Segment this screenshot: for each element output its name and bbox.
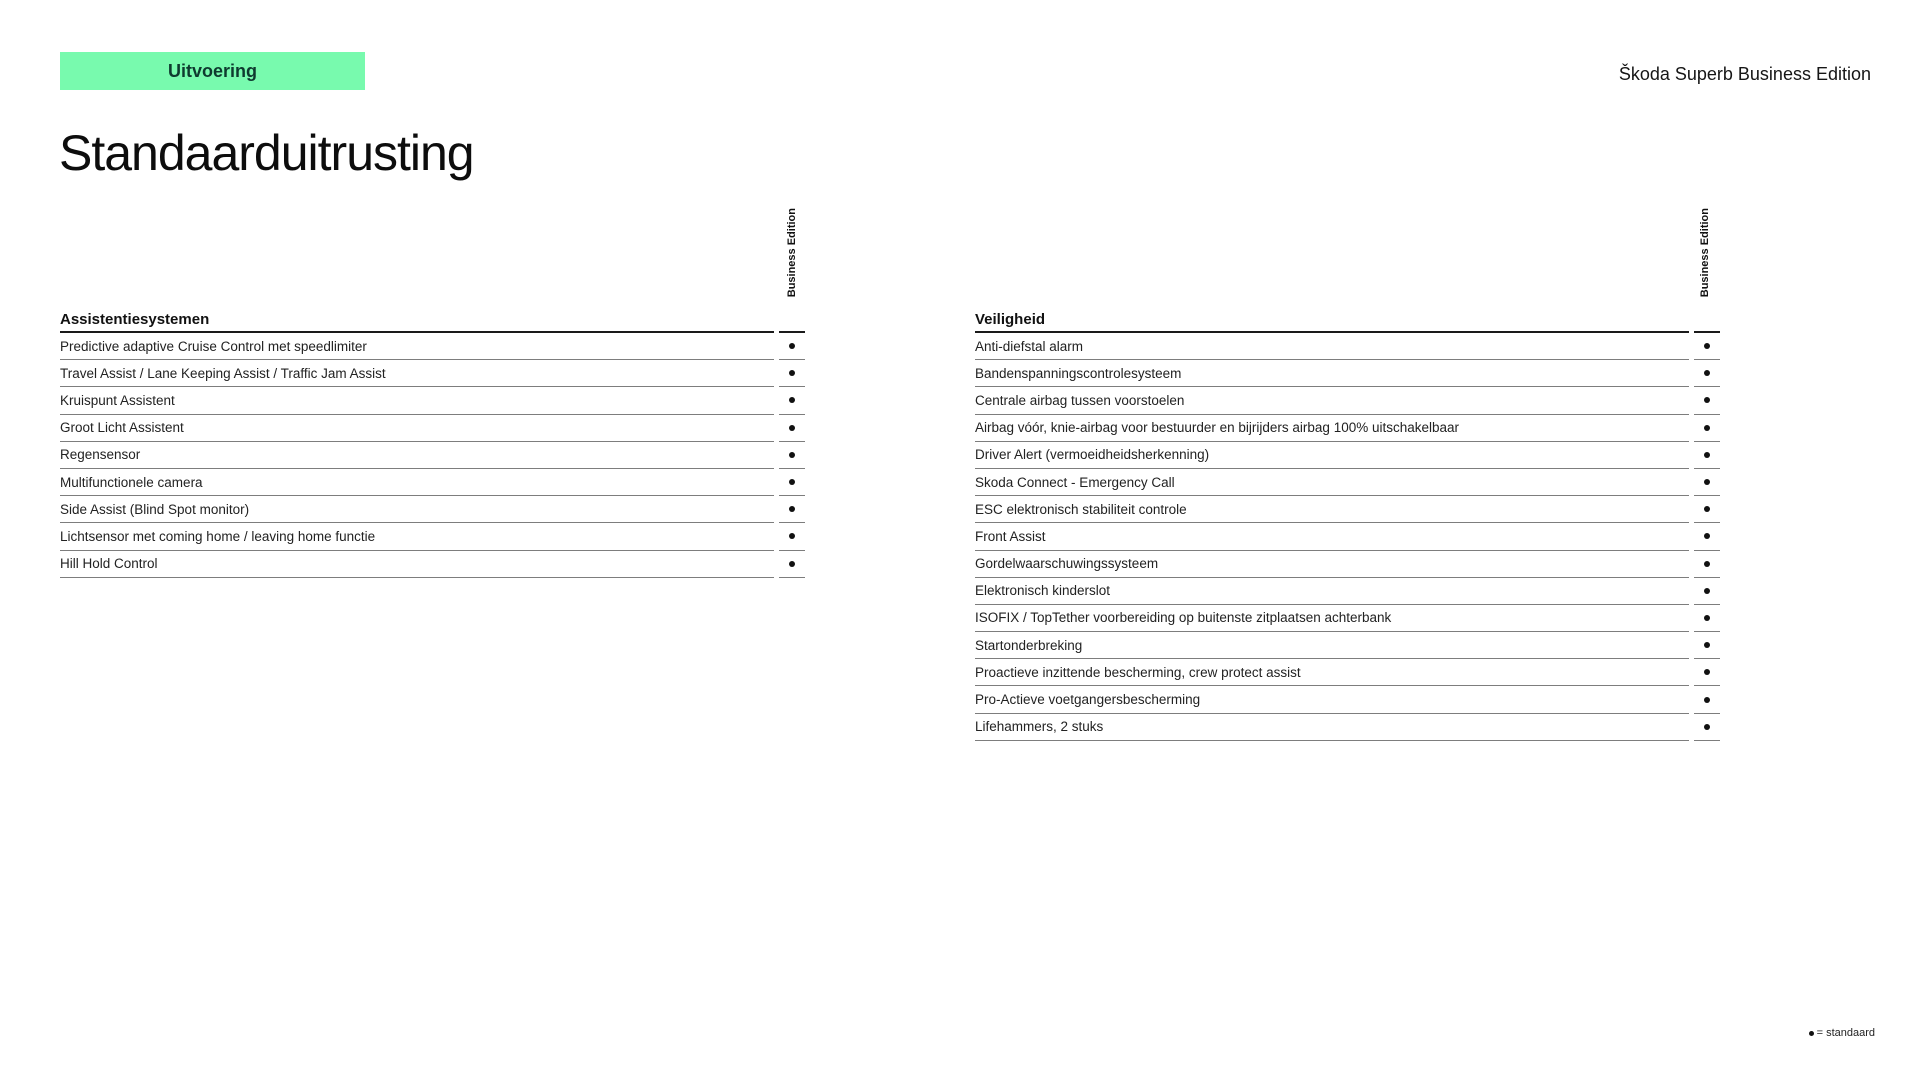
table-row bbox=[60, 387, 805, 414]
section-tag: Uitvoering bbox=[60, 52, 365, 90]
equipment-label: Bandenspanningscontrolesysteem bbox=[975, 360, 1689, 387]
bullet-icon bbox=[789, 452, 795, 458]
table-row bbox=[975, 686, 1720, 713]
bullet-icon bbox=[1809, 1031, 1814, 1036]
table-row bbox=[60, 469, 805, 496]
equipment-label: Kruispunt Assistent bbox=[60, 387, 774, 414]
table-row bbox=[60, 551, 805, 578]
section-header bbox=[975, 308, 1720, 333]
availability-cell bbox=[779, 551, 805, 578]
availability-cell bbox=[779, 442, 805, 469]
availability-cell bbox=[1694, 496, 1720, 523]
bullet-icon bbox=[789, 533, 795, 539]
bullet-icon bbox=[789, 561, 795, 567]
equipment-label: Lichtsensor met coming home / leaving home functie bbox=[60, 523, 774, 550]
table-row bbox=[975, 714, 1720, 741]
bullet-icon bbox=[1704, 506, 1710, 512]
bullet-icon bbox=[789, 370, 795, 376]
column-header-left bbox=[780, 205, 804, 297]
availability-cell bbox=[1694, 686, 1720, 713]
equipment-label: Front Assist bbox=[975, 523, 1689, 550]
table-row bbox=[975, 415, 1720, 442]
equipment-label: Centrale airbag tussen voorstoelen bbox=[975, 387, 1689, 414]
legend-text: = standaard bbox=[1816, 1027, 1875, 1039]
section-header bbox=[60, 308, 805, 333]
availability-cell bbox=[779, 496, 805, 523]
table-row bbox=[60, 496, 805, 523]
table-row bbox=[975, 659, 1720, 686]
availability-cell bbox=[1694, 387, 1720, 414]
table-row bbox=[975, 333, 1720, 360]
bullet-icon bbox=[1704, 533, 1710, 539]
bullet-icon bbox=[1704, 615, 1710, 621]
equipment-list bbox=[60, 333, 805, 578]
availability-cell bbox=[1694, 469, 1720, 496]
equipment-label: Elektronisch kinderslot bbox=[975, 578, 1689, 605]
equipment-label: Driver Alert (vermoeidheidsherkenning) bbox=[975, 442, 1689, 469]
bullet-icon bbox=[1704, 370, 1710, 376]
bullet-icon bbox=[1704, 479, 1710, 485]
bullet-icon bbox=[1704, 588, 1710, 594]
table-row bbox=[975, 632, 1720, 659]
bullet-icon bbox=[1704, 561, 1710, 567]
availability-cell bbox=[1694, 442, 1720, 469]
availability-cell bbox=[779, 333, 805, 360]
table-row bbox=[60, 333, 805, 360]
availability-cell bbox=[1694, 523, 1720, 550]
table-row bbox=[60, 360, 805, 387]
column-header-label: Business Edition bbox=[1699, 207, 1711, 297]
equipment-label: Lifehammers, 2 stuks bbox=[975, 714, 1689, 741]
equipment-label: Hill Hold Control bbox=[60, 551, 774, 578]
availability-cell bbox=[1694, 578, 1720, 605]
equipment-label: Proactieve inzittende bescherming, crew protect assist bbox=[975, 659, 1689, 686]
availability-cell bbox=[779, 360, 805, 387]
legend bbox=[1809, 1027, 1875, 1039]
equipment-label: ISOFIX / TopTether voorbereiding op buitenste zitplaatsen achterbank bbox=[975, 605, 1689, 632]
availability-cell bbox=[1694, 551, 1720, 578]
equipment-label: Gordelwaarschuwingssysteem bbox=[975, 551, 1689, 578]
table-row bbox=[975, 442, 1720, 469]
availability-cell bbox=[779, 415, 805, 442]
availability-cell bbox=[1694, 605, 1720, 632]
bullet-icon bbox=[789, 479, 795, 485]
table-row bbox=[60, 415, 805, 442]
bullet-icon bbox=[789, 343, 795, 349]
bullet-icon bbox=[789, 425, 795, 431]
section-assistentiesystemen bbox=[60, 308, 805, 578]
table-row bbox=[975, 469, 1720, 496]
bullet-icon bbox=[1704, 452, 1710, 458]
table-row bbox=[975, 523, 1720, 550]
equipment-label: Regensensor bbox=[60, 442, 774, 469]
table-row bbox=[60, 523, 805, 550]
table-row bbox=[60, 442, 805, 469]
section-header-cell bbox=[779, 308, 805, 333]
bullet-icon bbox=[1704, 669, 1710, 675]
equipment-label: Airbag vóór, knie-airbag voor bestuurder en bijrijders airbag 100% uitschakelbaar bbox=[975, 415, 1689, 442]
bullet-icon bbox=[1704, 343, 1710, 349]
availability-cell bbox=[1694, 360, 1720, 387]
equipment-label: Skoda Connect - Emergency Call bbox=[975, 469, 1689, 496]
bullet-icon bbox=[789, 397, 795, 403]
table-row bbox=[975, 578, 1720, 605]
equipment-label: Anti-diefstal alarm bbox=[975, 333, 1689, 360]
page-title: Standaarduitrusting bbox=[59, 125, 474, 181]
bullet-icon bbox=[1704, 425, 1710, 431]
bullet-icon bbox=[789, 506, 795, 512]
table-row bbox=[975, 605, 1720, 632]
column-header-label: Business Edition bbox=[786, 207, 798, 297]
equipment-label: Startonderbreking bbox=[975, 632, 1689, 659]
equipment-label: Groot Licht Assistent bbox=[60, 415, 774, 442]
bullet-icon bbox=[1704, 724, 1710, 730]
availability-cell bbox=[1694, 659, 1720, 686]
section-title: Veiligheid bbox=[975, 311, 1689, 333]
equipment-label: Side Assist (Blind Spot monitor) bbox=[60, 496, 774, 523]
availability-cell bbox=[779, 469, 805, 496]
column-header-right bbox=[1693, 205, 1717, 297]
equipment-list bbox=[975, 333, 1720, 741]
table-row bbox=[975, 360, 1720, 387]
table-row bbox=[975, 387, 1720, 414]
bullet-icon bbox=[1704, 397, 1710, 403]
availability-cell bbox=[1694, 632, 1720, 659]
equipment-label: Travel Assist / Lane Keeping Assist / Traffic Jam Assist bbox=[60, 360, 774, 387]
equipment-label: Predictive adaptive Cruise Control met speedlimiter bbox=[60, 333, 774, 360]
model-name: Škoda Superb Business Edition bbox=[1618, 64, 1871, 84]
section-header-cell bbox=[1694, 308, 1720, 333]
availability-cell bbox=[779, 387, 805, 414]
section-title: Assistentiesystemen bbox=[60, 311, 774, 333]
availability-cell bbox=[1694, 714, 1720, 741]
equipment-label: Multifunctionele camera bbox=[60, 469, 774, 496]
table-row bbox=[975, 496, 1720, 523]
availability-cell bbox=[1694, 333, 1720, 360]
equipment-label: Pro-Actieve voetgangersbescherming bbox=[975, 686, 1689, 713]
bullet-icon bbox=[1704, 697, 1710, 703]
equipment-label: ESC elektronisch stabiliteit controle bbox=[975, 496, 1689, 523]
table-row bbox=[975, 551, 1720, 578]
bullet-icon bbox=[1704, 642, 1710, 648]
availability-cell bbox=[1694, 415, 1720, 442]
availability-cell bbox=[779, 523, 805, 550]
section-veiligheid bbox=[975, 308, 1720, 741]
